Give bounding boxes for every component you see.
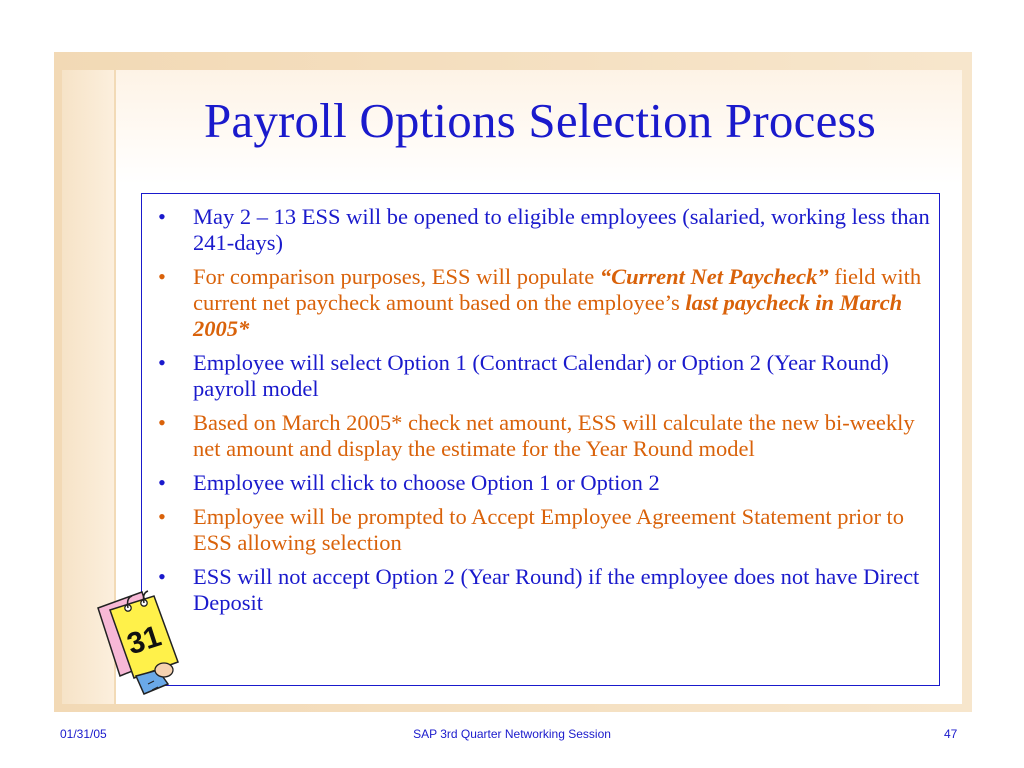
bullet-text: Employee will click to choose Option 1 or Option 2: [193, 470, 660, 495]
bullet-item: [158, 264, 931, 342]
bullet-item: [158, 504, 931, 556]
bullet-item: [158, 204, 931, 256]
content-box: [141, 193, 940, 686]
bullet-text: Based on March 2005* check net amount, ESS will calculate the new bi-weekly net amount and display the estimate for the Year Round model: [193, 410, 915, 461]
footer-date: 01/31/05: [60, 727, 107, 741]
bullet-emphasis-text: last paycheck in March 2005*: [193, 290, 903, 341]
bullet-emphasis-text: “Current Net Paycheck”: [599, 264, 829, 289]
slide-title: Payroll Options Selection Process: [203, 93, 877, 148]
footer-page-number: 47: [944, 727, 958, 741]
bullet-glyph: •: [158, 470, 166, 495]
calendar-number: 31: [123, 619, 166, 662]
bullet-item: [158, 564, 931, 616]
bullet-glyph: •: [158, 504, 166, 529]
bullet-text: For comparison purposes, ESS will populate: [193, 264, 600, 289]
bullet-item: [158, 350, 931, 402]
bullet-item: [158, 470, 931, 496]
bullet-text: Employee will select Option 1 (Contract Calendar) or Option 2 (Year Round) payroll model: [193, 350, 889, 401]
bullet-text: field with current net paycheck amount based on the employee’s: [193, 264, 922, 315]
bullet-glyph: •: [158, 564, 166, 589]
bullet-text: Employee will be prompted to Accept Employee Agreement Statement prior to ESS allowing selection: [193, 504, 905, 555]
bullet-glyph: •: [158, 350, 166, 375]
bullet-text: ESS will not accept Option 2 (Year Round) if the employee does not have Direct Deposit: [193, 564, 920, 615]
bullet-item: [158, 410, 931, 462]
bullet-glyph: •: [158, 204, 166, 229]
calendar-clipart-icon: [92, 578, 192, 698]
bullet-list: [158, 204, 931, 624]
bullet-text: May 2 – 13 ESS will be opened to eligible employees (salaried, working less than 241-days): [193, 204, 930, 255]
footer-title: SAP 3rd Quarter Networking Session: [413, 727, 611, 741]
bullet-glyph: •: [158, 410, 166, 435]
bullet-glyph: •: [158, 264, 166, 289]
